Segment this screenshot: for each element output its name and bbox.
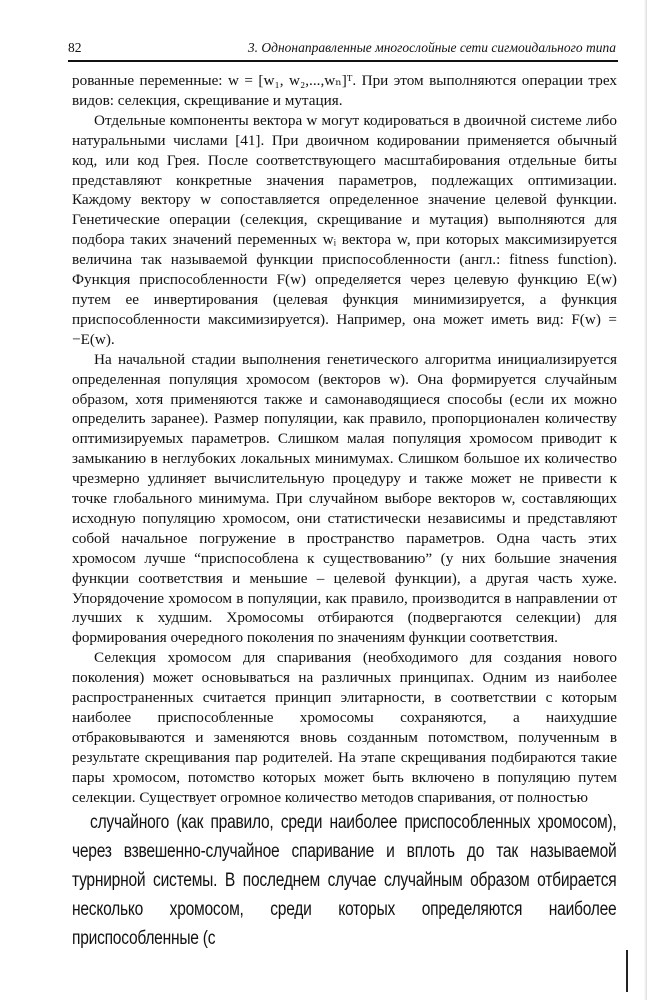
paragraph-continuation: рованные переменные: w = [w₁, w₂,...,wₙ]ᵀ. При этом выполняются операции трех видов: селекция, скрещивание и мутация.: [72, 72, 617, 109]
paragraph-selection-text: Селекция хромосом для спаривания (необходимого для создания нового поколения) может основываться на различных принципах. Одним из наиболее распространенных считается принцип элитарности, в соответствии с которым наиболее приспособленные хромосомы сохраняются, а наихудшие отбраковываются и заменяются вновь созданным потомством, полученным в результате скрещивания пар родителей. На этапе скрещивания подбираются такие пары хромосом, потомство которых может быть включено в популяцию путем селекции. Существует огромное количество методов спаривания, от полностью: [72, 649, 617, 806]
paragraph-selection: [72, 648, 617, 952]
page-header: [68, 40, 616, 56]
page-number: 82: [68, 40, 82, 55]
running-title: 3. Однонаправленные многослойные сети сигмоидального типа: [247, 40, 616, 55]
body-text: [72, 71, 617, 953]
scan-artifact-mark: [626, 950, 628, 992]
paragraph-initial-population: На начальной стадии выполнения генетического алгоритма инициализируется определенная популяция хромосом (векторов w). Она формируется случайным образом, хотя применяются также и самонаводящиеся способы (если их можно определить заранее). Размер популяции, как правило, пропорционален количеству оптимизируемых параметров. Слишком малая популяция хромосом приводит к замыканию в неглубоких локальных минимумах. Слишком большое их количество чрезмерно удлиняет вычислительную процедуру и также может не привести к точке глобального минимума. При случайном выборе векторов w, составляющих исходную популяцию хромосом, они статистически независимы и представляют собой начальное погружение в пространство параметров. Одна часть этих хромосом лучше “приспособлена к существованию” (у них большие значения функции соответствия и меньшие – целевой функции), а другая часть хуже. Упорядочение хромосом в популяции, как правило, производится в направлении от лучших к худшим. Хромосомы отбираются (подвергаются селекции) для формирования очередного поколения по значениям функции соответствия.: [72, 350, 617, 647]
paragraph-encoding: Отдельные компоненты вектора w могут кодироваться в двоичной системе либо натуральными числами [41]. При двоичном кодировании применяется обычный код, или код Грея. После соответствующего масштабирования отдельные биты представляют конкретные значения параметров, подлежащих оптимизации. Каждому вектору w сопоставляется определенное значение целевой функции. Генетические операции (селекция, скрещивание и мутация) выполняются для подбора таких значений переменных wᵢ вектора w, при которых максимизируется величина так называемой функции приспособленности (англ.: fitness function). Функция приспособленности F(w) определяется через целевую функцию E(w) путем ее инвертирования (целевая функция минимизируется, а функция приспособленности максимизируется). Например, она может иметь вид: F(w) = −E(w).: [72, 111, 617, 348]
paragraph-selection-large-tail: случайного (как правило, среди наиболее приспособленных хромосом), через взвешенно-случайное спаривание и вплоть до так называемой турнирной системы. В последнем случае случайным образом отбирается несколько хромосом, среди которых определяются наиболее приспособленные (с: [72, 811, 617, 949]
header-rule: [68, 60, 618, 62]
